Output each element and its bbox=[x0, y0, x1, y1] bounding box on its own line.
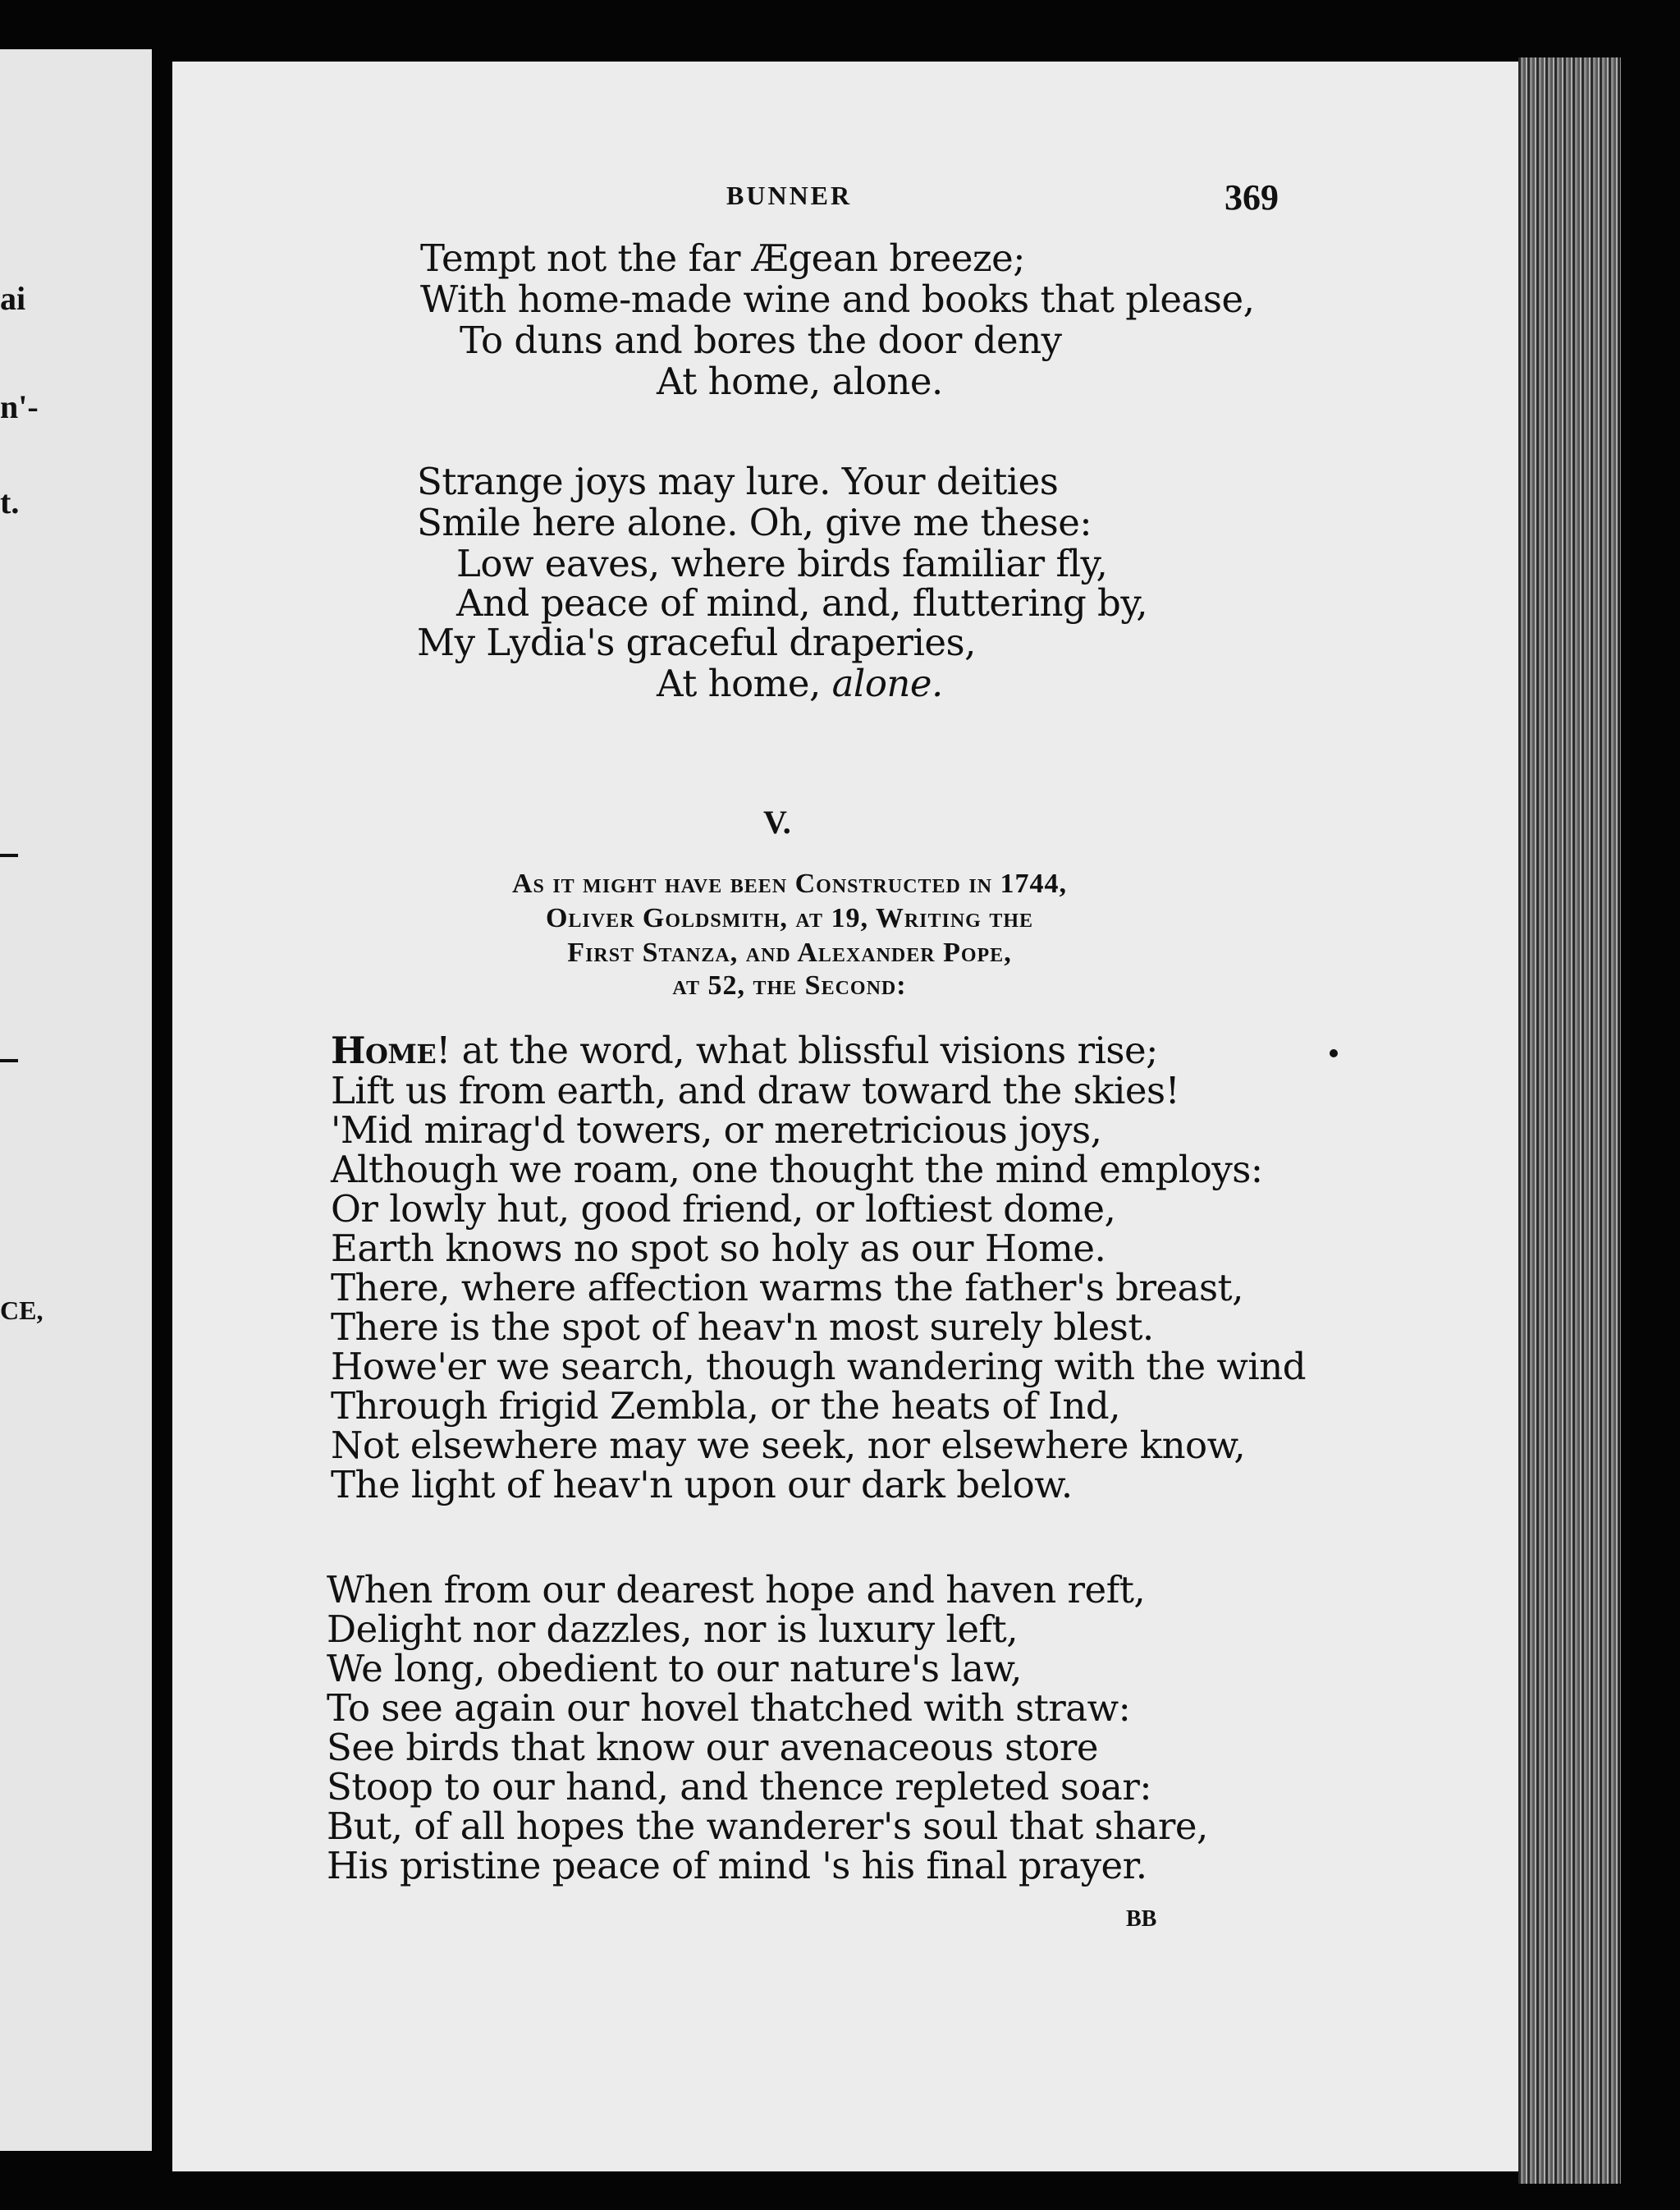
signature-mark: BB bbox=[1126, 1906, 1157, 1932]
poem-line: When from our dearest hope and haven reft, bbox=[327, 1568, 1146, 1612]
poem-line: But, of all hopes the wanderer's soul that share, bbox=[327, 1804, 1208, 1848]
page-edge-shadow bbox=[1518, 57, 1621, 2184]
poem-line: The light of heav'n upon our dark below. bbox=[331, 1463, 1073, 1506]
poem-line: Not elsewhere may we seek, nor elsewhere know, bbox=[331, 1424, 1246, 1467]
poem-line: Stoop to our hand, and thence repleted soar: bbox=[327, 1765, 1152, 1809]
poem-line: There, where affection warms the father's breast, bbox=[331, 1266, 1243, 1309]
poem-line: Tempt not the far Ægean breeze; bbox=[420, 236, 1025, 280]
poem-line: Low eaves, where birds familiar fly, bbox=[456, 542, 1108, 585]
poem-line: Howe'er we search, though wandering with the wind bbox=[331, 1345, 1307, 1388]
poem-line: See birds that know our avenaceous store bbox=[327, 1726, 1099, 1769]
poem-line: Or lowly hut, good friend, or loftiest dome, bbox=[331, 1187, 1116, 1231]
poem-line: My Lydia's graceful draperies, bbox=[417, 621, 976, 664]
poem-line: Although we roam, one thought the mind employs: bbox=[331, 1148, 1263, 1191]
poem-line bbox=[331, 1029, 1158, 1072]
section-number: V. bbox=[763, 804, 791, 841]
poem-line: His pristine peace of mind 's his final prayer. bbox=[327, 1844, 1147, 1887]
running-head: BUNNER bbox=[726, 181, 853, 210]
page-number: 369 bbox=[1225, 177, 1279, 218]
facing-page-fragment: CE, bbox=[0, 1295, 43, 1325]
facing-page-edge bbox=[0, 49, 152, 2151]
poem-line: There is the spot of heav'n most surely blest. bbox=[331, 1305, 1154, 1349]
poem-line: Delight nor dazzles, nor is luxury left, bbox=[327, 1607, 1019, 1651]
facing-page-fragment: n'- bbox=[0, 388, 39, 425]
ink-speck bbox=[1330, 1049, 1338, 1057]
section-heading-line: First Stanza, and Alexander Pope, bbox=[567, 938, 1012, 968]
section-heading-line: Oliver Goldsmith, at 19, Writing the bbox=[545, 903, 1034, 933]
poem-line: To see again our hovel thatched with straw: bbox=[327, 1686, 1131, 1730]
poem-line: Earth knows no spot so holy as our Home. bbox=[331, 1227, 1106, 1270]
first-word: Home bbox=[331, 1029, 437, 1072]
facing-page-fragment: ai bbox=[0, 280, 26, 317]
facing-page-rule bbox=[0, 854, 18, 857]
poem-line: With home-made wine and books that please, bbox=[420, 277, 1255, 321]
poem-line: Smile here alone. Oh, give me these: bbox=[417, 501, 1092, 544]
poem-line-text: At home, bbox=[657, 662, 832, 705]
facing-page-rule bbox=[0, 1059, 18, 1062]
facing-page-fragment: t. bbox=[0, 484, 20, 520]
poem-line-text: ! at the word, what blissful visions rise; bbox=[436, 1029, 1158, 1072]
poem-line: 'Mid mirag'd towers, or meretricious joys, bbox=[331, 1108, 1102, 1152]
poem-line: To duns and bores the door deny bbox=[460, 319, 1062, 362]
poem-line: Through frigid Zembla, or the heats of Ind, bbox=[331, 1384, 1120, 1428]
section-heading-line: As it might have been Constructed in 1744, bbox=[511, 869, 1068, 899]
poem-line: And peace of mind, and, fluttering by, bbox=[456, 581, 1148, 625]
section-heading-line: at 52, the Second: bbox=[672, 970, 907, 1001]
poem-line: Strange joys may lure. Your deities bbox=[417, 460, 1059, 503]
poem-line: Lift us from earth, and draw toward the skies! bbox=[331, 1069, 1180, 1112]
poem-line bbox=[657, 662, 943, 705]
italic-word: alone. bbox=[831, 662, 943, 705]
poem-line: We long, obedient to our nature's law, bbox=[327, 1647, 1022, 1690]
poem-line: At home, alone. bbox=[657, 360, 943, 403]
